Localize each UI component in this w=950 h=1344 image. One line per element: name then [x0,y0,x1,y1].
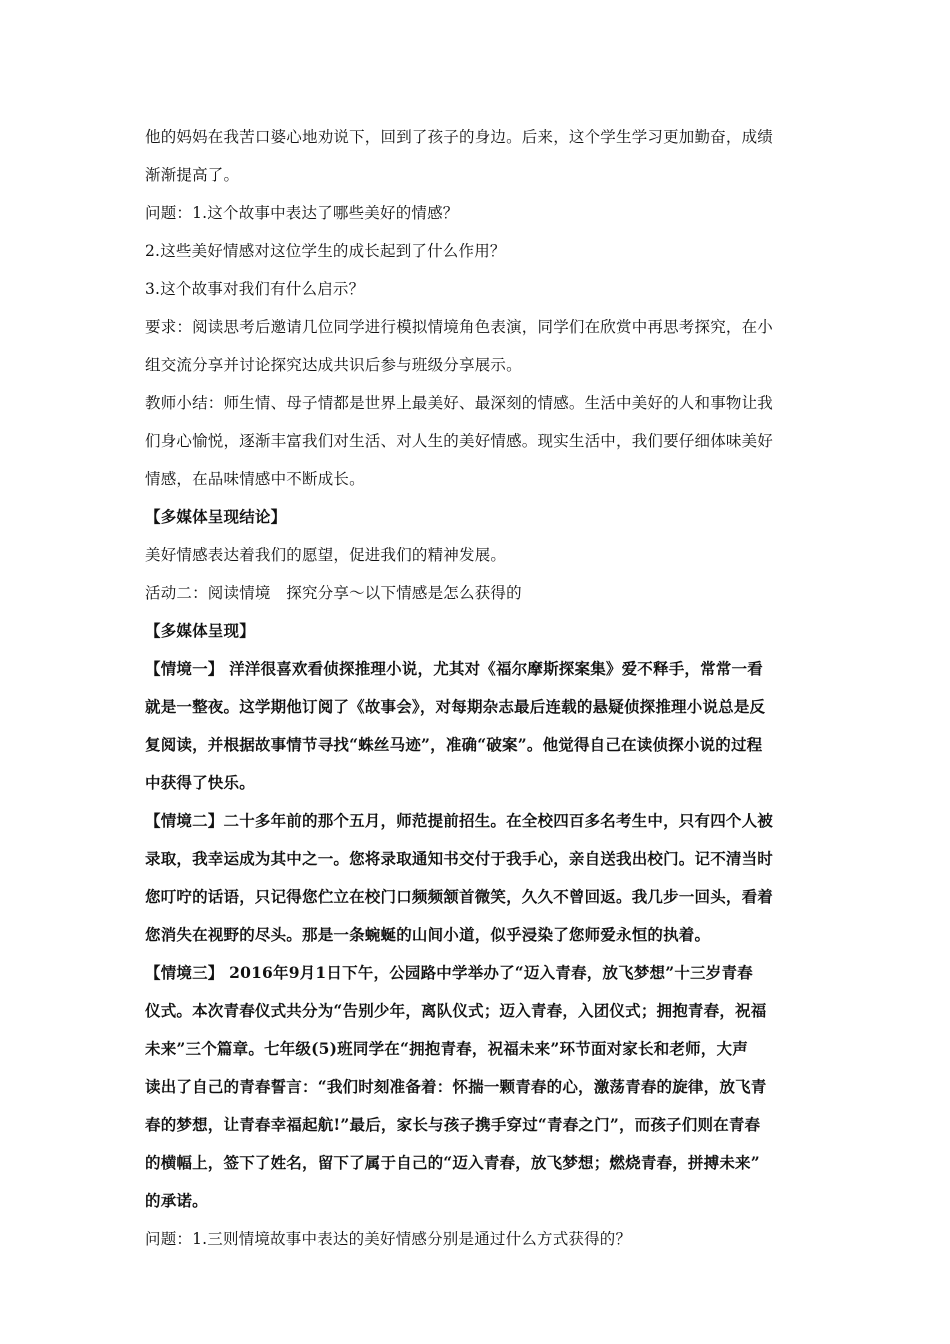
text-line: 仪式。本次青春仪式共分为“告别少年，离队仪式；迈入青春，入团仪式；拥抱青春，祝福 [145,1001,767,1020]
text-line: 问题：1.三则情境故事中表达的美好情感分别是通过什么方式获得的？ [145,1230,632,1248]
text-line: 的横幅上，签下了姓名，留下了属于自己的“迈入青春，放飞梦想；燃烧青春，拼搏未来” [145,1153,760,1172]
text-line: 情感，在品味情感中不断成长。 [145,470,365,488]
text-line: 【多媒体呈现】 [145,621,255,640]
text-line: 就是一整夜。这学期他订阅了《故事会》，对每期杂志最后连载的悬疑侦探推理小说总是反 [145,697,766,716]
text-line: 中获得了快乐。 [145,773,255,792]
text-line: 的承诺。 [145,1191,208,1210]
text-line: 渐渐提高了。 [145,166,240,184]
text-line: 教师小结：师生情、母子情都是世界上最美好、最深刻的情感。生活中美好的人和事物让我 [145,394,774,412]
text-line: 活动二：阅读情境 探究分享～以下情感是怎么获得的 [145,584,522,602]
text-line: 问题：1.这个故事中表达了哪些美好的情感？ [145,204,459,222]
text-line: 美好情感表达着我们的愿望，促进我们的精神发展。 [145,546,507,564]
text-line: 您叮咛的话语，只记得您伫立在校门口频频颔首微笑，久久不曾回返。我几步一回头，看着 [145,887,774,906]
text-line: 读出了自己的青春誓言：“我们时刻准备着：怀揣一颗青春的心，激荡青春的旋律，放飞青 [145,1077,767,1096]
text-line: 【情境二】二十多年前的那个五月，师范提前招生。在全校四百多名考生中，只有四个人被 [145,811,774,830]
text-line: 他的妈妈在我苦口婆心地劝说下，回到了孩子的身边。后来，这个学生学习更加勤奋，成绩 [145,128,774,146]
text-line: 们身心愉悦，逐渐丰富我们对生活、对人生的美好情感。现实生活中，我们要仔细体味美好 [145,432,774,450]
text-line: 录取，我幸运成为其中之一。您将录取通知书交付于我手心，亲自送我出校门。记不清当时 [145,849,774,868]
text-line: 您消失在视野的尽头。那是一条蜿蜒的山间小道，似乎浸染了您师爱永恒的执着。 [145,925,711,944]
text-line: 要求：阅读思考后邀请几位同学进行模拟情境角色表演，同学们在欣赏中再思考探究，在小 [145,318,774,336]
text-line: 【多媒体呈现结论】 [145,507,287,526]
text-line: 2.这些美好情感对这位学生的成长起到了什么作用？ [145,242,506,260]
document-page [145,118,810,1258]
text-line: 【情境三】 2016年9月1日下午，公园路中学举办了“迈入青春，放飞梦想”十三岁青春 [145,963,753,982]
text-line: 未来”三个篇章。七年级(5)班同学在“拥抱青春，祝福未来”环节面对家长和老师，大声 [145,1039,748,1058]
text-line: 3.这个故事对我们有什么启示？ [145,280,365,298]
text-line: 复阅读，并根据故事情节寻找“蛛丝马迹”，准确“破案”。他觉得自己在读侦探小说的过程 [145,735,763,754]
text-line: 春的梦想，让青春幸福起航!”最后，家长与孩子携手穿过“青春之门”，而孩子们则在青春 [145,1115,761,1134]
text-line: 【情境一】 洋洋很喜欢看侦探推理小说，尤其对《福尔摩斯探案集》爱不释手，常常一看 [145,659,763,678]
text-line: 组交流分享并讨论探究达成共识后参与班级分享展示。 [145,356,522,374]
